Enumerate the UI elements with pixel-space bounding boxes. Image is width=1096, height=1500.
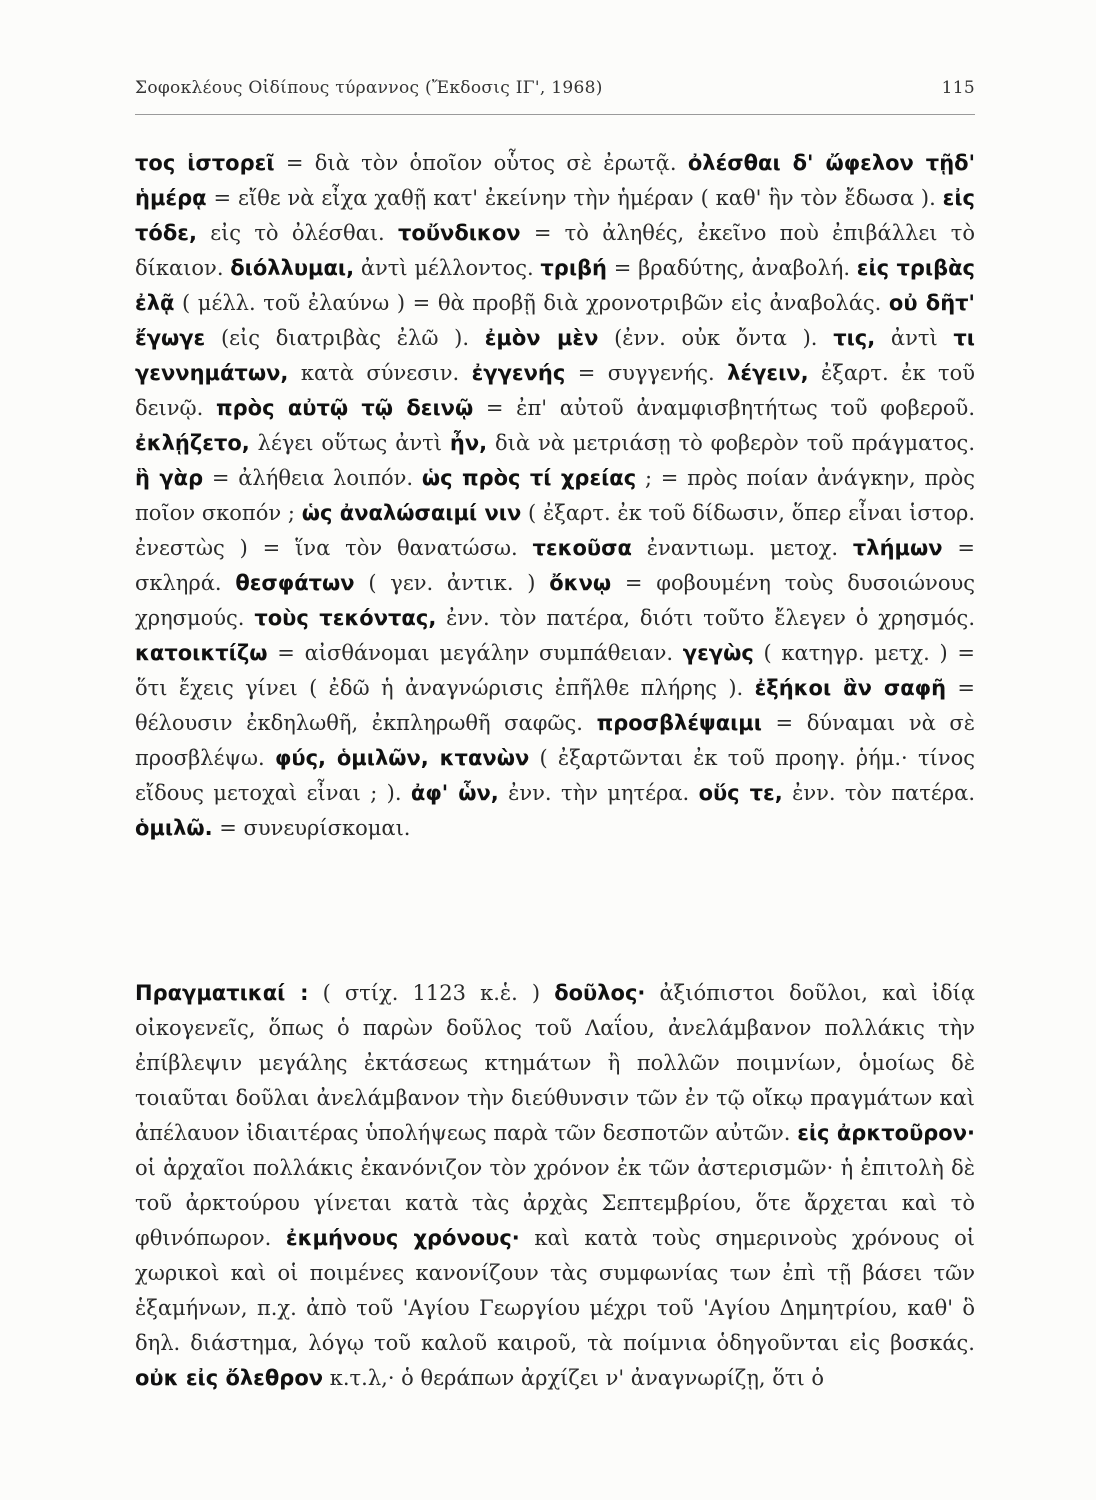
gloss-text: λέγει οὕτως ἀντὶ xyxy=(249,431,450,455)
gloss-text: = θέλουσιν ἐκδηλωθῆ, ἐκπληρωθῆ σαφῶς. xyxy=(135,676,975,735)
gloss-text: ἀξιόπιστοι δοῦλοι, καὶ ἰδίᾳ οἰκογενεῖς, ὅπως ὁ παρὼν δοῦλος τοῦ Λαΐου, ἀνελάμβανον πολλάκις τὴν ἐπίβλεψιν μεγάλης ἐκτάσεως κτημάτων ἢ πολλῶν ποιμνίων, ὁμοίως δὲ τοιαῦται δοῦλαι ἀνελάμβανον τὴν διεύθυνσιν τῶν ἐν τῷ οἴκῳ πραγμάτων καὶ ἀπέλαυον ἰδιαιτέρας ὑπολήψεως παρὰ τῶν δεσποτῶν αὐτῶν. xyxy=(135,981,976,1145)
lemma: ὁμιλῶ. xyxy=(135,816,213,840)
gloss-text: = ἐπ' αὐτοῦ ἀναμφισβητήτως τοῦ φοβεροῦ. xyxy=(473,396,975,420)
lemma: τεκοῦσα xyxy=(532,536,632,560)
lemma: εἰς ἀρκτοῦρον· xyxy=(797,1121,975,1145)
lemma: ἐμὸν μὲν xyxy=(484,326,599,350)
lemma: εἰς τόδε, xyxy=(135,186,975,245)
lemma: ἐκλῄζετο, xyxy=(135,431,250,455)
lemma: τριβή xyxy=(540,256,607,280)
gloss-text: εἰς τὸ ὀλέσθαι. xyxy=(196,221,398,245)
gloss-text: διὰ νὰ μετριάσῃ τὸ φοβερὸν τοῦ πράγματος. xyxy=(487,431,975,455)
lemma: τοὺς τεκόντας, xyxy=(254,606,437,630)
lemma: εἰς τριβὰς ἐλᾷ xyxy=(135,256,975,315)
gloss-text: ( μέλλ. τοῦ ἐλαύνω ) = θὰ προβῇ διὰ χρονοτριβῶν εἰς ἀναβολάς. xyxy=(174,291,889,315)
lemma: ὀλέσθαι δ' ὤφελον τῇδ' ἡμέρᾳ xyxy=(135,151,976,210)
lemma: προσβλέψαιμι xyxy=(596,711,762,735)
gloss-text: ( ἐξαρτ. ἐκ τοῦ δίδωσιν, ὅπερ εἶναι ἱστορ. ἐνεστὼς ) = ἵνα τὸν θανατώσω. xyxy=(135,501,975,560)
lemma: λέγειν, xyxy=(727,361,809,385)
gloss-text: ( κατηγρ. μετχ. ) = ὅτι ἔχεις γίνει ( ἐδῶ ἡ ἀναγνώρισις ἐπῆλθε πλήρης ). xyxy=(135,641,975,700)
lemma: ἐγγενής xyxy=(471,361,566,385)
gloss-text: ( ἐξαρτῶνται ἐκ τοῦ προηγ. ῥήμ.· τίνος εἴδους μετοχαὶ εἶναι ; ). xyxy=(135,746,975,805)
lemma: τοὔνδικον xyxy=(398,221,521,245)
commentary-paragraph xyxy=(135,146,975,846)
page-number: 115 xyxy=(941,78,975,98)
lemma: ἦν, xyxy=(449,431,488,455)
lemma: ὡς πρὸς τί χρείας xyxy=(421,466,637,490)
lemma: διόλλυμαι, xyxy=(230,256,355,280)
gloss-text: ἀντὶ μέλλοντος. xyxy=(354,256,541,280)
gloss-text: (εἰς διατριβὰς ἐλῶ ). xyxy=(205,326,485,350)
lemma: τι γεννημάτων, xyxy=(135,326,975,385)
gloss-text: = φοβουμένη τοὺς δυσοιώνους χρησμούς. xyxy=(135,571,975,630)
gloss-text: ( γεν. ἀντικ. ) xyxy=(354,571,550,595)
lemma: ἀφ' ὧν, xyxy=(410,781,499,805)
commentary-block-pragmatika xyxy=(135,976,975,1396)
commentary-paragraph xyxy=(135,976,975,1396)
gloss-text: = διὰ τὸν ὁποῖον οὗτος σὲ ἐρωτᾷ. xyxy=(274,151,688,175)
gloss-text: = συγγενής. xyxy=(565,361,728,385)
lemma: δοῦλος· xyxy=(554,981,646,1005)
gloss-text: κατὰ σύνεσιν. xyxy=(288,361,472,385)
running-title: Σοφοκλέους Οἰδίπους τύραννος (Ἔκδοσις ΙΓ', 1968) xyxy=(135,78,603,98)
gloss-text: = σκληρά. xyxy=(135,536,976,595)
gloss-text: ἐνν. τὴν μητέρα. xyxy=(498,781,699,805)
gloss-text: ἐνν. τὸν πατέρα, διότι τοῦτο ἔλεγεν ὁ χρησμός. xyxy=(436,606,975,630)
lemma: οὕς τε, xyxy=(698,781,783,805)
lemma: φύς, ὁμιλῶν, κτανὼν xyxy=(274,746,530,770)
gloss-text: = εἴθε νὰ εἶχα χαθῇ κατ' ἐκείνην τὴν ἡμέραν ( καθ' ἣν τὸν ἔδωσα ). xyxy=(206,186,943,210)
header-rule xyxy=(135,114,975,115)
lemma: τλήμων xyxy=(852,536,943,560)
lemma: ἐξήκοι ἂν σαφῆ xyxy=(754,676,947,700)
gloss-text: = ἀλήθεια λοιπόν. xyxy=(203,466,422,490)
gloss-text: ; = πρὸς ποίαν ἀνάγκην, πρὸς ποῖον σκοπόν ; xyxy=(135,466,975,525)
lemma: ἐκμήνους χρόνους· xyxy=(285,1226,520,1250)
gloss-text: = βραδύτης, ἀναβολή. xyxy=(607,256,857,280)
gloss-text: = αἰσθάνομαι μεγάλην συμπάθειαν. xyxy=(267,641,683,665)
running-header xyxy=(135,78,975,98)
lemma: κατοικτίζω xyxy=(135,641,268,665)
gloss-text: = δύναμαι νὰ σὲ προσβλέψω. xyxy=(135,711,975,770)
lemma: θεσφάτων xyxy=(235,571,355,595)
commentary-block-lexical xyxy=(135,146,975,846)
lemma: πρὸς αὐτῷ τῷ δεινῷ xyxy=(216,396,474,420)
gloss-text: (ἐνν. οὐκ ὄντα ). xyxy=(598,326,834,350)
lemma: τις, xyxy=(833,326,876,350)
gloss-text: = τὸ ἀληθές, ἐκεῖνο ποὺ ἐπιβάλλει τὸ δίκαιον. xyxy=(135,221,975,280)
gloss-text: ἐναντιωμ. μετοχ. xyxy=(631,536,853,560)
lemma: γεγὼς xyxy=(682,641,754,665)
lemma: ὄκνῳ xyxy=(549,571,612,595)
lemma: ὡς ἀναλώσαιμί νιν xyxy=(301,501,522,525)
lemma: Πραγματικαί : xyxy=(135,981,309,1005)
gloss-text: ἐξαρτ. ἐκ τοῦ δεινῷ. xyxy=(135,361,975,420)
gloss-text: ἐνν. τὸν πατέρα. xyxy=(782,781,975,805)
gloss-text: = συνευρίσκομαι. xyxy=(212,816,411,840)
gloss-text: ( στίχ. 1123 κ.ἑ. ) xyxy=(308,981,555,1005)
lemma: οὐ δῆτ' ἔγωγε xyxy=(135,291,975,350)
lemma: οὐκ εἰς ὄλεθρον xyxy=(135,1366,324,1390)
gloss-text: ἀντὶ xyxy=(875,326,954,350)
lemma: τος ἱστορεῖ xyxy=(135,151,275,175)
gloss-text: κ.τ.λ,· ὁ θεράπων ἀρχίζει ν' ἀναγνωρίζῃ, ὅτι ὁ xyxy=(323,1366,825,1390)
gloss-text: καὶ κατὰ τοὺς σημερινοὺς χρόνους οἱ χωρικοὶ καὶ οἱ ποιμένες κανονίζουν τὰς συμφωνίας των ἐπὶ τῇ βάσει τῶν ἑξαμήνων, π.χ. ἀπὸ τοῦ 'Αγίου Γεωργίου μέχρι τοῦ 'Αγίου Δημητρίου, καθ' ὃ δηλ. διάστημα, λόγῳ τοῦ καλοῦ καιροῦ, τὰ ποίμνια ὁδηγοῦνται εἰς βοσκάς. xyxy=(135,1226,975,1355)
lemma: ἣ γὰρ xyxy=(135,466,204,490)
gloss-text: οἱ ἀρχαῖοι πολλάκις ἐκανόνιζον τὸν χρόνον ἐκ τῶν ἀστερισμῶν· ἡ ἐπιτολὴ δὲ τοῦ ἀρκτούρου γίνεται κατὰ τὰς ἀρχὰς Σεπτεμβρίου, ὅτε ἄρχεται καὶ τὸ φθινόπωρον. xyxy=(135,1156,975,1250)
